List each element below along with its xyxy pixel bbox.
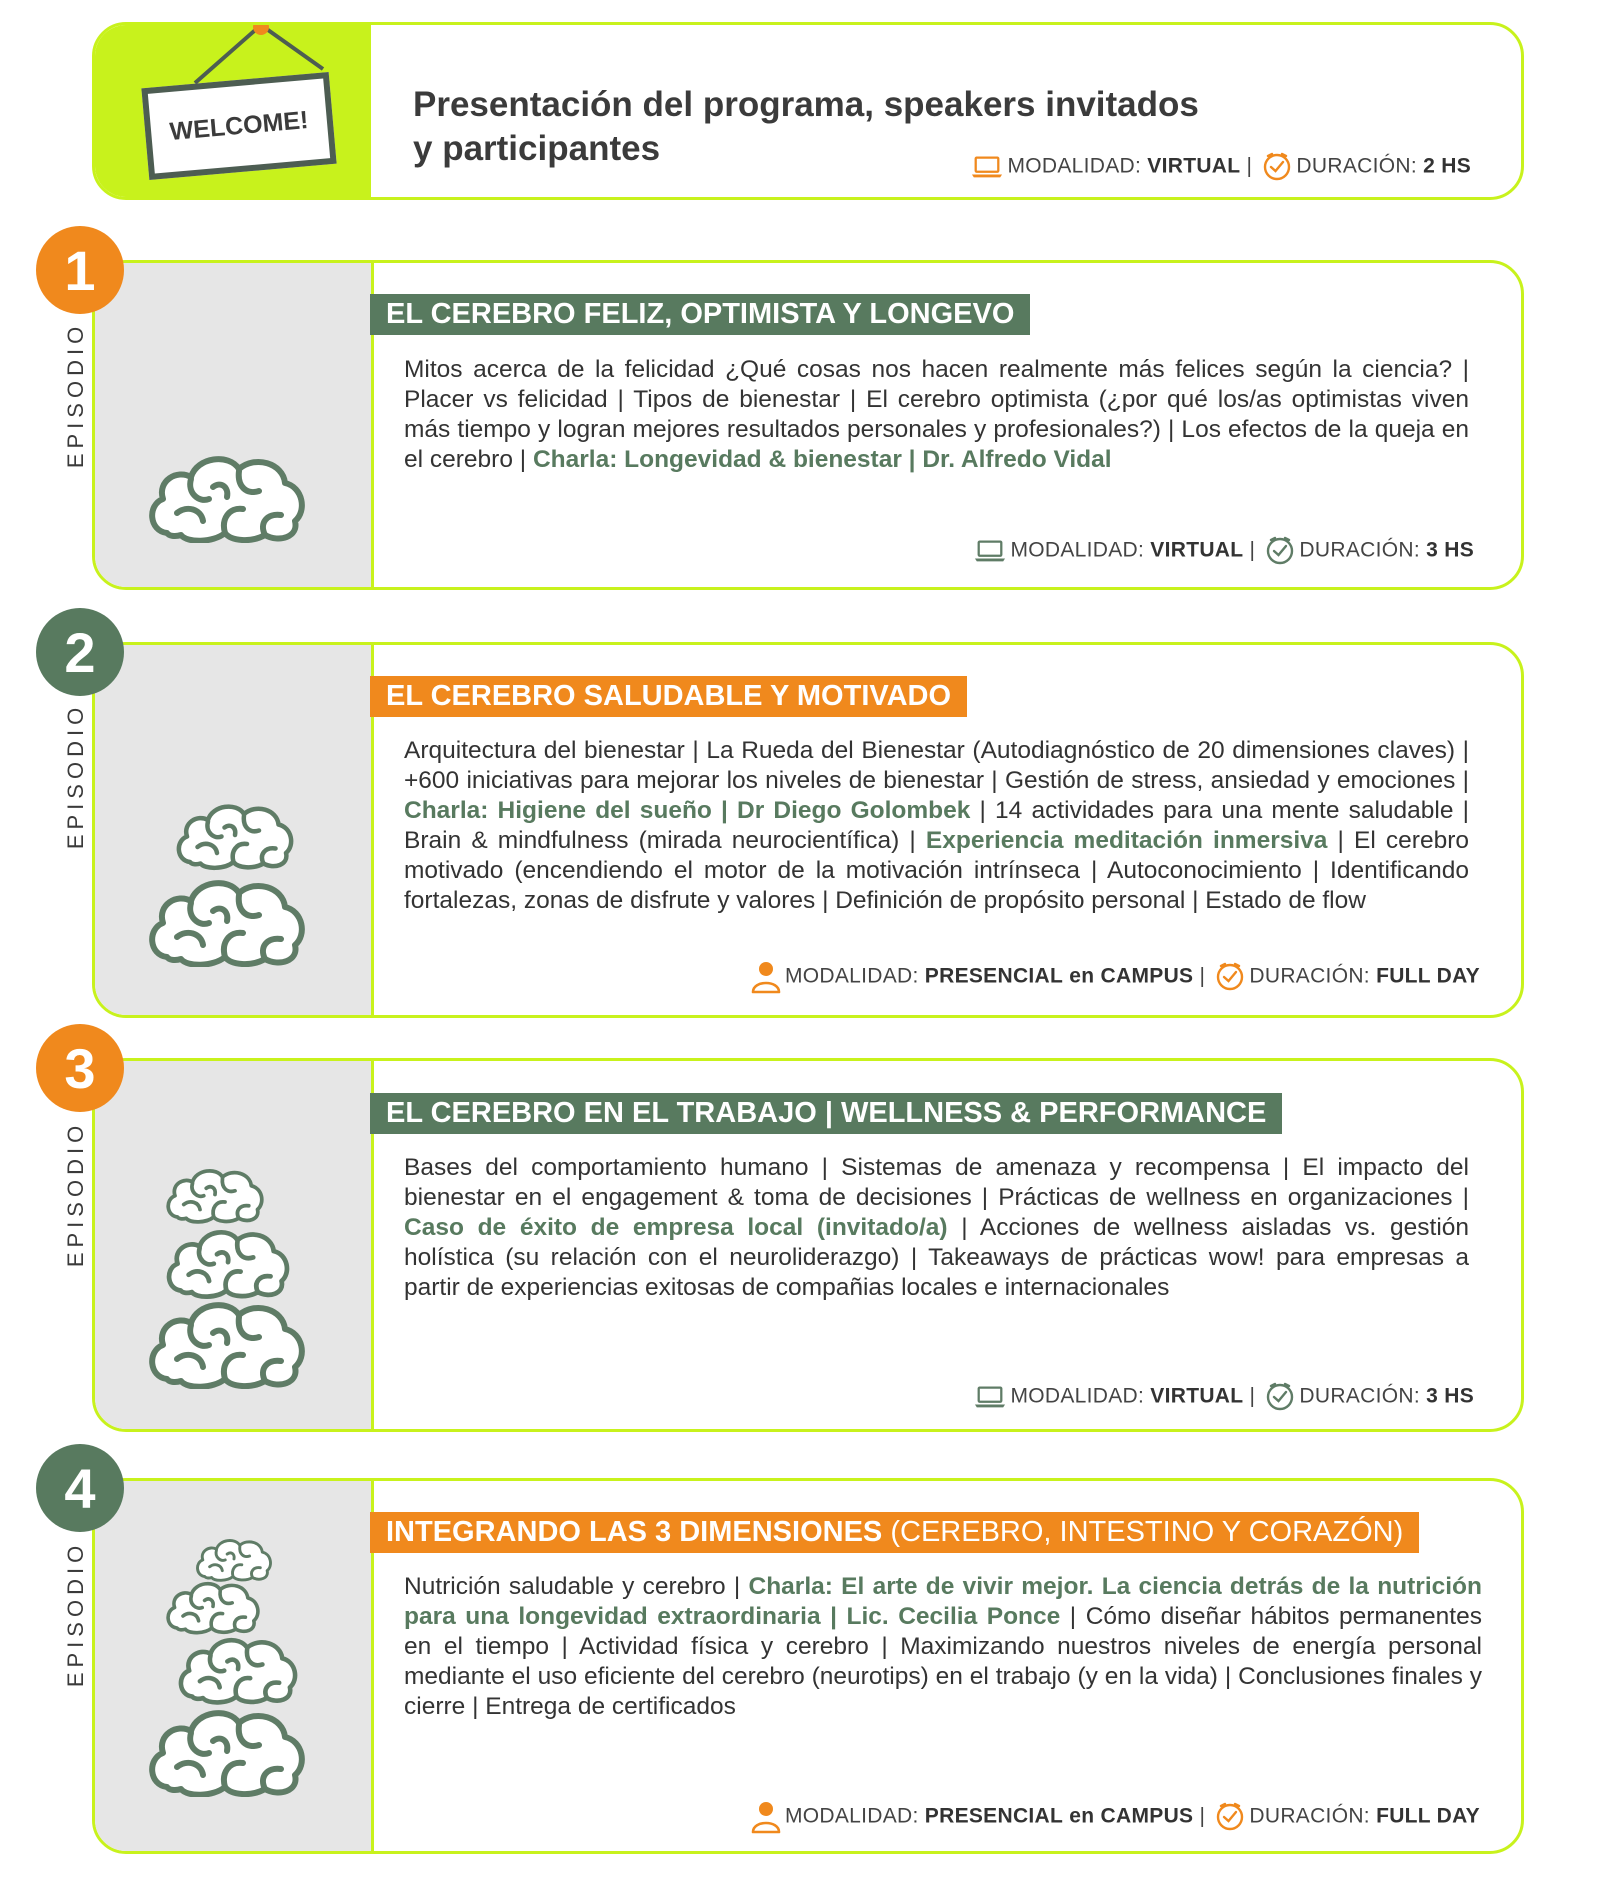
modalidad-value: VIRTUAL (1150, 538, 1244, 562)
brain-icon (147, 1697, 307, 1797)
duracion-label: DURACIÓN: (1249, 964, 1370, 988)
modalidad-en: en (1069, 964, 1095, 988)
desc-text: | Acciones de wellness aisladas vs. gestión holística (su relación con el neuroliderazgo) | Takeaways de prácticas wow! para empresas a partir de experiencias exitosas de compañias locales e internacionales (404, 1214, 1470, 1301)
duracion-value: 3 HS (1426, 1384, 1474, 1408)
duracion-value: 3 HS (1426, 538, 1474, 562)
episode-4-badge: 4 (36, 1444, 124, 1532)
person-icon (751, 1800, 781, 1834)
person-icon (751, 960, 781, 994)
welcome-card (92, 22, 1524, 200)
modalidad-label: MODALIDAD: (1010, 1384, 1145, 1408)
desc-text: | El cerebro motivado (encendiendo el motor de la motivación intrínseca | Autoconocimiento | Identificando fortalezas, zonas de disfrute y valores | Definición de propósito personal | Estado de flow (404, 827, 1469, 914)
desc-text: | 14 actividades para una mente saludable | Brain & mindfulness (mirada neurocientífica) | (404, 797, 1470, 854)
laptop-icon (974, 539, 1006, 563)
clock-icon (1215, 962, 1245, 992)
desc-highlight: Charla: Higiene del sueño | Dr Diego Golombek (404, 797, 971, 824)
episode-2-badge: 2 (36, 608, 124, 696)
modalidad-label: MODALIDAD: (784, 964, 919, 988)
clock-icon (1215, 1802, 1245, 1832)
episode-3-label: EPISODIO (63, 1120, 88, 1268)
welcome-sign-text: WELCOME! (168, 105, 310, 146)
modalidad-en: en (1069, 1804, 1095, 1828)
clock-icon (1262, 152, 1292, 182)
episode-4-label: EPISODIO (63, 1540, 88, 1688)
welcome-title-line1: Presentación del programa, speakers invitados (413, 85, 1199, 124)
desc-text: Bases del comportamiento humano | Sistemas de amenaza y recompensa | El impacto del bienestar en el engagement & toma de decisiones | Prácticas de wellness en organizaciones | (404, 1154, 1469, 1211)
duracion-label: DURACIÓN: (1299, 538, 1420, 562)
brain-icon (147, 443, 307, 543)
desc-highlight: Caso de éxito de empresa local (invitado/a) (404, 1214, 948, 1241)
episode-3-meta: MODALIDAD: VIRTUAL | DURACIÓN: 3 HS (574, 1382, 1474, 1412)
brain-icon (165, 1573, 261, 1635)
duracion-label: DURACIÓN: (1296, 154, 1417, 178)
desc-text: Nutrición saludable y cerebro | (404, 1573, 749, 1600)
brain-icon (147, 1289, 307, 1389)
episode-4-panel (95, 1481, 374, 1851)
duracion-label: DURACIÓN: (1299, 1384, 1420, 1408)
modalidad-label: MODALIDAD: (1010, 538, 1145, 562)
duracion-label: DURACIÓN: (1249, 1804, 1370, 1828)
episode-2-title: EL CEREBRO SALUDABLE Y MOTIVADO (370, 676, 967, 717)
brain-icon (165, 1219, 291, 1299)
welcome-meta: MODALIDAD: VIRTUAL | DURACIÓN: 2 HS (571, 152, 1471, 182)
modalidad-value: PRESENCIAL (924, 1804, 1064, 1828)
duracion-value: 2 HS (1423, 154, 1471, 178)
episode-2-description (404, 736, 1469, 916)
desc-highlight: Experiencia meditación inmersiva (925, 827, 1328, 854)
episode-1-badge: 1 (36, 226, 124, 314)
episode-2-meta: MODALIDAD: PRESENCIAL en CAMPUS | DURACIÓN: FULL DAY (580, 960, 1480, 994)
clock-icon (1265, 1382, 1295, 1412)
episode-1-label: EPISODIO (63, 321, 88, 469)
duracion-value: FULL DAY (1376, 1804, 1480, 1828)
modalidad-label: MODALIDAD: (784, 1804, 919, 1828)
episode-3-badge: 3 (36, 1024, 124, 1112)
title-bold: INTEGRANDO LAS 3 DIMENSIONES (386, 1516, 883, 1548)
episode-4-title (370, 1512, 1419, 1553)
episode-1-meta: MODALIDAD: VIRTUAL | DURACIÓN: 3 HS (574, 536, 1474, 566)
desc-text: | Cómo diseñar hábitos permanentes en el tiempo | Actividad física y cerebro | Maximizando nuestros niveles de energía personal mediante el uso eficiente del cerebro (neurotips) en el trabajo (y en la vida) | Conclusiones finales y cierre | Entrega de certificados (404, 1603, 1482, 1720)
episode-4-description (404, 1572, 1482, 1722)
episode-2-label: EPISODIO (63, 702, 88, 850)
laptop-icon (971, 155, 1003, 179)
welcome-title-line2: y participantes (413, 129, 661, 168)
modalidad-campus: CAMPUS (1100, 964, 1194, 988)
title-light: (CEREBRO, INTESTINO Y CORAZÓN) (882, 1516, 1404, 1548)
episode-3-panel (95, 1061, 374, 1429)
episode-2-panel (95, 645, 374, 1015)
episode-1-title: EL CEREBRO FELIZ, OPTIMISTA Y LONGEVO (370, 294, 1030, 335)
modalidad-value: PRESENCIAL (924, 964, 1064, 988)
brain-icon (177, 1627, 299, 1705)
brain-icon (147, 867, 307, 967)
welcome-sign-board (141, 72, 336, 180)
brain-icon (165, 1159, 265, 1225)
episode-1-panel (95, 263, 374, 587)
desc-text: Mitos acerca de la felicidad ¿Qué cosas nos hacen realmente más felices según la ciencia? | Placer vs felicidad | Tipos de bienestar | El cerebro optimista (¿por qué los/as optimistas viven más tiempo y logran mejores resultados personales y profesionales?) | Los efectos de la queja en el cerebro | (404, 356, 1469, 473)
welcome-sign (135, 25, 345, 200)
laptop-icon (974, 1385, 1006, 1409)
modalidad-campus: CAMPUS (1100, 1804, 1194, 1828)
clock-icon (1265, 536, 1295, 566)
episode-4-meta: MODALIDAD: PRESENCIAL en CAMPUS | DURACIÓN: FULL DAY (580, 1800, 1480, 1834)
modalidad-label: MODALIDAD: (1007, 154, 1142, 178)
desc-highlight: Charla: El arte de vivir mejor. La ciencia detrás de la nutrición para una longevidad extraordinaria | Lic. Cecilia Ponce (404, 1573, 1482, 1630)
episode-3-description (404, 1153, 1469, 1303)
episode-1-description (404, 355, 1469, 475)
duracion-value: FULL DAY (1376, 964, 1480, 988)
brain-icon (175, 793, 295, 871)
modalidad-value: VIRTUAL (1150, 1384, 1244, 1408)
desc-text: Arquitectura del bienestar | La Rueda del Bienestar (Autodiagnóstico de 20 dimensiones claves) | +600 iniciativas para mejorar los niveles de bienestar | Gestión de stress, ansiedad y emociones | (404, 737, 1469, 794)
episode-3-title: EL CEREBRO EN EL TRABAJO | WELLNESS & PERFORMANCE (370, 1093, 1282, 1134)
desc-highlight: Charla: Longevidad & bienestar | Dr. Alfredo Vidal (532, 446, 1112, 473)
modalidad-value: VIRTUAL (1147, 154, 1241, 178)
